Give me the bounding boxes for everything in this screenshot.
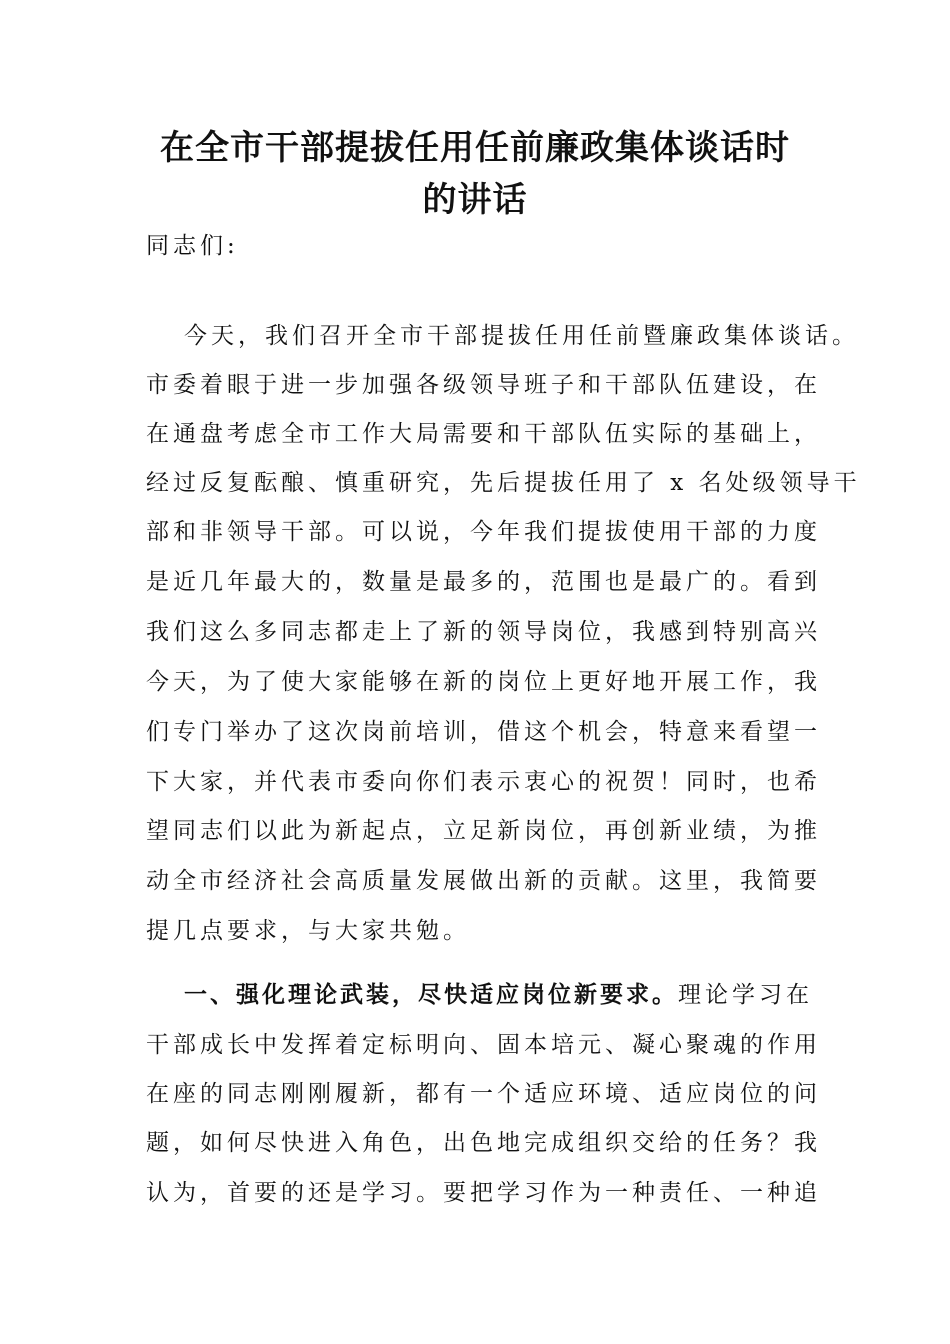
section-1-first-line [184, 979, 864, 1011]
paragraph-line: 在通盘考虑全市工作大局需要和干部队伍实际的基础上， [146, 421, 821, 447]
paragraph-line: 望同志们以此为新起点，立足新岗位，再创新业绩，为推 [146, 818, 821, 844]
paragraph-line: 提几点要求，与大家共勉。 [146, 918, 470, 944]
paragraph-line: 在座的同志刚刚履新，都有一个适应环境、适应岗位的问 [146, 1081, 821, 1107]
paragraph-line: 们专门举办了这次岗前培训，借这个机会，特意来看望一 [146, 719, 821, 745]
paragraph-line: 认为，首要的还是学习。要把学习作为一种责任、一种追 [146, 1180, 821, 1206]
document-title-line-2: 的讲话 [422, 180, 528, 220]
paragraph-line: 是近几年最大的，数量是最多的，范围也是最广的。看到 [146, 569, 821, 595]
section-1-first-line-rest: 理论学习在 [678, 982, 813, 1008]
document-title-line-1: 在全市干部提拔任用任前廉政集体谈话时 [160, 128, 790, 168]
paragraph-line: 干部成长中发挥着定标明向、固本培元、凝心聚魂的作用 [146, 1032, 821, 1058]
paragraph-line: 动全市经济社会高质量发展做出新的贡献。这里，我简要 [146, 868, 821, 894]
section-1-heading: 一、强化理论武装，尽快适应岗位新要求。 [184, 981, 678, 1008]
paragraph-line: 部和非领导干部。可以说，今年我们提拔使用干部的力度 [146, 519, 821, 545]
paragraph-line: 今天，为了使大家能够在新的岗位上更好地开展工作，我 [146, 669, 821, 695]
paragraph-line: 经过反复酝酿、慎重研究，先后提拔任用了 x 名处级领导干 [146, 470, 861, 496]
salutation: 同志们: [146, 233, 239, 259]
paragraph-line: 我们这么多同志都走上了新的领导岗位，我感到特别高兴 [146, 619, 821, 645]
paragraph-line: 今天，我们召开全市干部提拔任用任前暨廉政集体谈话。 [184, 323, 859, 349]
paragraph-line: 下大家，并代表市委向你们表示衷心的祝贺！同时，也希 [146, 769, 821, 795]
paragraph-line: 题，如何尽快进入角色，出色地完成组织交给的任务？我 [146, 1130, 821, 1156]
paragraph-line: 市委着眼于进一步加强各级领导班子和干部队伍建设，在 [146, 372, 821, 398]
